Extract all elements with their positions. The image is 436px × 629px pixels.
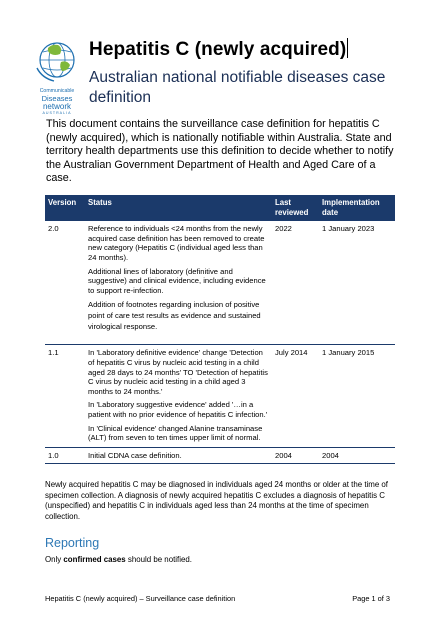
cell-implementation: 2004 bbox=[319, 447, 395, 464]
reporting-text-after: should be notified. bbox=[125, 555, 192, 564]
status-paragraph: Reference to individuals <24 months from the newly acquired case definition has been removed to create new category (Hepatitis C (individual aged less than 24 months). bbox=[88, 224, 265, 262]
status-paragraph: In 'Clinical evidence' changed Alanine transaminase (ALT) from seven to ten times upper limit of normal. bbox=[88, 423, 263, 443]
cell-implementation: 1 January 2015 bbox=[319, 345, 395, 447]
cell-status: Initial CDNA case definition. bbox=[85, 447, 272, 464]
table-row bbox=[45, 447, 395, 464]
intro-paragraph: This document contains the surveillance case definition for hepatitis C (newly acquired), which is nationally notifiable within Australia. State and territory health departments use this definition to decide whether to notify the Australian Government Department of Health and Aged Care of a case. bbox=[46, 118, 394, 185]
col-header-status: Status bbox=[85, 195, 272, 221]
text-cursor bbox=[347, 38, 348, 58]
cell-last-reviewed: 2022 bbox=[272, 221, 319, 345]
cdna-logo bbox=[34, 38, 80, 118]
page-subtitle: Australian national notifiable diseases case definition bbox=[89, 69, 386, 106]
cell-version: 1.0 bbox=[45, 447, 85, 464]
reporting-text-before: Only bbox=[45, 555, 64, 564]
cell-status bbox=[85, 345, 272, 447]
reporting-heading: Reporting bbox=[45, 536, 100, 550]
status-paragraph: Addition of footnotes regarding inclusion of positive point of care test results as evidence and sustained virological response. bbox=[88, 300, 261, 332]
cell-version: 1.1 bbox=[45, 345, 85, 447]
table-row bbox=[45, 345, 395, 447]
table-header-row bbox=[45, 195, 395, 221]
cell-implementation: 1 January 2023 bbox=[319, 221, 395, 345]
version-history-table bbox=[45, 195, 395, 464]
diagnosis-note: Newly acquired hepatitis C may be diagnosed in individuals aged 24 months or older at the time of specimen collection. A diagnosis of newly acquired hepatitis C excludes a diagnosis of hepatitis C (unspecified) and hepatitis C in individuals aged less than 24 months at the time of specimen collection. bbox=[45, 480, 389, 521]
cell-version: 2.0 bbox=[45, 221, 85, 345]
cell-last-reviewed: July 2014 bbox=[272, 345, 319, 447]
cell-status bbox=[85, 221, 272, 345]
status-paragraph: Additional lines of laboratory (definitive and suggestive) and clinical evidence, including evidence to support re-infection. bbox=[88, 266, 266, 295]
footer-document-title: Hepatitis C (newly acquired) – Surveillance case definition bbox=[45, 594, 236, 603]
col-header-last-reviewed: Last reviewed bbox=[272, 195, 319, 221]
page-title-text: Hepatitis C (newly acquired) bbox=[89, 39, 347, 60]
col-header-implementation: Implementation date bbox=[319, 195, 395, 221]
cell-last-reviewed: 2004 bbox=[272, 447, 319, 464]
reporting-text bbox=[45, 555, 192, 564]
footer-page-number: Page 1 of 3 bbox=[352, 594, 390, 603]
logo-text-3: network bbox=[42, 102, 71, 111]
table-row bbox=[45, 221, 395, 345]
globe-logo-icon bbox=[34, 38, 80, 84]
col-header-version: Version bbox=[45, 195, 85, 221]
reporting-text-bold: confirmed cases bbox=[63, 555, 126, 564]
page-title[interactable] bbox=[89, 38, 348, 61]
logo-text-4: AUSTRALIA bbox=[42, 111, 72, 115]
logo-text-1: Communicable bbox=[39, 88, 75, 94]
status-paragraph: In 'Laboratory suggestive evidence' added '…in a patient with no prior evidence of hepatitis C infection.' bbox=[88, 400, 268, 419]
status-paragraph: In 'Laboratory definitive evidence' change 'Detection of hepatitis C virus by nucleic acid testing in a child aged 28 days to 24 months' TO 'Detection of hepatitis C virus by nucleic acid testing in a child aged 3 months to 24 months.' bbox=[88, 348, 268, 396]
logo-text-2: Diseases bbox=[41, 94, 73, 103]
